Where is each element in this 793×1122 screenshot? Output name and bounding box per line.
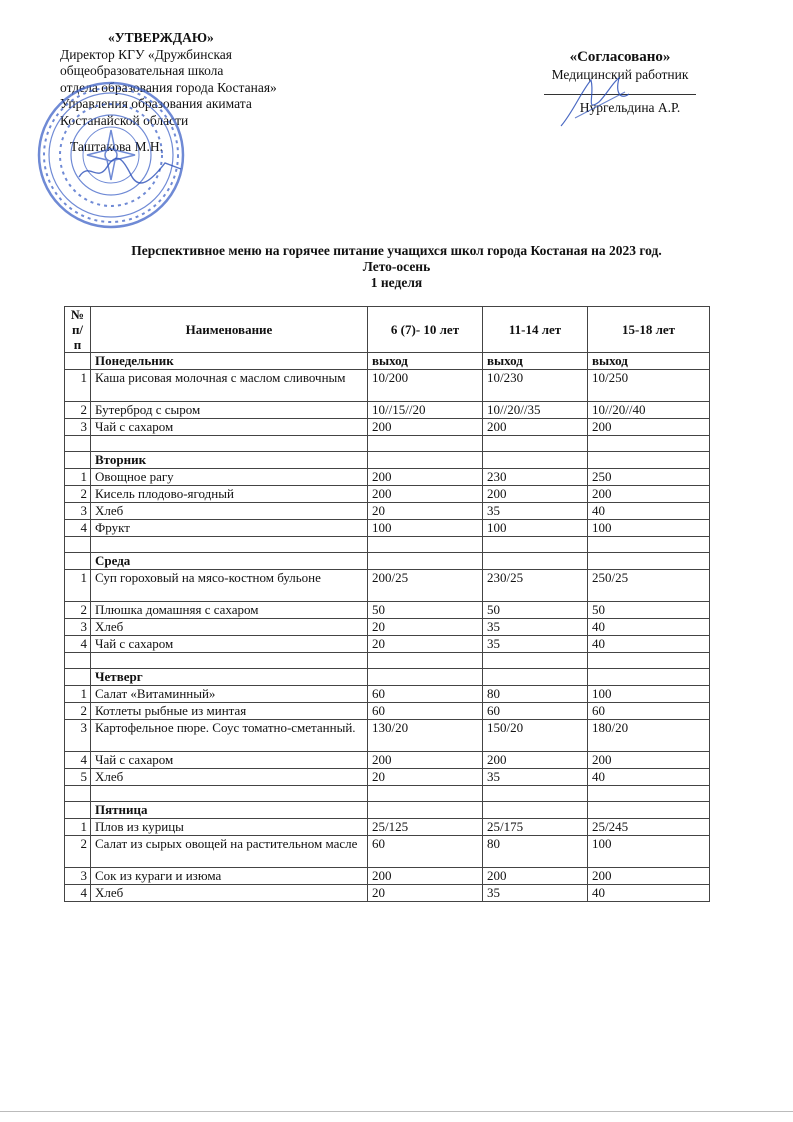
menu-table: [64, 306, 710, 902]
item-number: 3: [65, 419, 91, 436]
spacer-cell: [91, 436, 368, 452]
portion-15-18: 200: [588, 752, 710, 769]
item-name: Чай с сахаром: [91, 752, 368, 769]
agreement-role: Медицинский работник: [551, 67, 689, 82]
table-row: [65, 503, 710, 520]
approval-line-4: Управления образования акимата: [60, 96, 252, 111]
approval-signatory: Таштакова М.Н.: [70, 139, 164, 154]
item-name: Хлеб: [91, 769, 368, 786]
portion-6-10: 20: [368, 885, 483, 902]
item-number: 1: [65, 570, 91, 602]
day-row: [65, 553, 710, 570]
portion-11-14: 10//20//35: [483, 402, 588, 419]
portion-6-10: 20: [368, 503, 483, 520]
output-label-cell: выход: [588, 353, 710, 370]
item-name: Котлеты рыбные из минтая: [91, 703, 368, 720]
portion-15-18: 100: [588, 836, 710, 868]
medical-signature-icon: [555, 72, 635, 132]
table-row: [65, 469, 710, 486]
portion-11-14: 230: [483, 469, 588, 486]
spacer-cell: [483, 436, 588, 452]
table-row: [65, 769, 710, 786]
output-label-cell: выход: [483, 353, 588, 370]
portion-15-18: 180/20: [588, 720, 710, 752]
item-name: Чай с сахаром: [91, 636, 368, 653]
portion-6-10: 200: [368, 752, 483, 769]
item-name: Салат из сырых овощей на растительном масле: [91, 836, 368, 868]
output-label-cell: [368, 669, 483, 686]
spacer-cell: [91, 537, 368, 553]
day-row: [65, 452, 710, 469]
item-name: Хлеб: [91, 885, 368, 902]
item-name: Сок из кураги и изюма: [91, 868, 368, 885]
item-name: Салат «Витаминный»: [91, 686, 368, 703]
spacer-cell: [368, 537, 483, 553]
item-number: 2: [65, 402, 91, 419]
portion-11-14: 35: [483, 636, 588, 653]
portion-15-18: 250: [588, 469, 710, 486]
item-number: 4: [65, 520, 91, 537]
output-label-cell: [483, 802, 588, 819]
director-signature-icon: [75, 155, 185, 185]
item-number: 1: [65, 370, 91, 402]
portion-11-14: 35: [483, 503, 588, 520]
portion-15-18: 40: [588, 769, 710, 786]
portion-6-10: 20: [368, 619, 483, 636]
portion-6-10: 10/200: [368, 370, 483, 402]
table-row: [65, 619, 710, 636]
portion-11-14: 50: [483, 602, 588, 619]
portion-6-10: 200/25: [368, 570, 483, 602]
item-number: 3: [65, 868, 91, 885]
spacer-cell: [65, 653, 91, 669]
item-number: 3: [65, 619, 91, 636]
portion-11-14: 80: [483, 836, 588, 868]
portion-11-14: 80: [483, 686, 588, 703]
header-age-11-14: 11-14 лет: [483, 307, 588, 353]
portion-11-14: 200: [483, 419, 588, 436]
item-name: Хлеб: [91, 503, 368, 520]
day-number-cell: [65, 553, 91, 570]
header-name: Наименование: [91, 307, 368, 353]
portion-15-18: 100: [588, 686, 710, 703]
item-number: 1: [65, 819, 91, 836]
spacer-cell: [588, 786, 710, 802]
item-number: 2: [65, 836, 91, 868]
spacer-cell: [65, 786, 91, 802]
item-name: Каша рисовая молочная с маслом сливочным: [91, 370, 368, 402]
item-number: 1: [65, 469, 91, 486]
approval-heading: «УТВЕРЖДАЮ»: [108, 30, 214, 45]
item-number: 4: [65, 636, 91, 653]
approval-line-5: Костанайской области: [60, 112, 189, 128]
spacer-cell: [588, 653, 710, 669]
day-number-cell: [65, 669, 91, 686]
table-row: [65, 836, 710, 868]
day-name: Четверг: [91, 669, 368, 686]
output-label-cell: [483, 452, 588, 469]
portion-6-10: 130/20: [368, 720, 483, 752]
approval-line-1: Директор КГУ «Дружбинская: [60, 46, 233, 62]
item-number: 4: [65, 885, 91, 902]
portion-11-14: 100: [483, 520, 588, 537]
day-name: Пятница: [91, 802, 368, 819]
item-number: 3: [65, 720, 91, 752]
day-row: [65, 802, 710, 819]
output-label-cell: [588, 452, 710, 469]
item-number: 5: [65, 769, 91, 786]
approval-line-3: отдела образования города Костаная»: [60, 79, 277, 95]
item-number: 2: [65, 486, 91, 503]
output-label-cell: [483, 553, 588, 570]
portion-6-10: 60: [368, 703, 483, 720]
table-row: [65, 686, 710, 703]
portion-11-14: 35: [483, 619, 588, 636]
day-name: Понедельник: [91, 353, 368, 370]
portion-15-18: 40: [588, 885, 710, 902]
spacer-cell: [368, 436, 483, 452]
table-row: [65, 602, 710, 619]
output-label-cell: выход: [368, 353, 483, 370]
portion-15-18: 25/245: [588, 819, 710, 836]
portion-6-10: 10//15//20: [368, 402, 483, 419]
table-row: [65, 370, 710, 402]
table-row: [65, 868, 710, 885]
item-number: 4: [65, 752, 91, 769]
portion-11-14: 25/175: [483, 819, 588, 836]
table-row: [65, 419, 710, 436]
portion-6-10: 20: [368, 769, 483, 786]
portion-15-18: 200: [588, 486, 710, 503]
approval-line-2: общеобразовательная школа: [60, 63, 224, 78]
portion-15-18: 10//20//40: [588, 402, 710, 419]
portion-15-18: 10/250: [588, 370, 710, 402]
table-row: [65, 819, 710, 836]
menu-table-body: [65, 353, 710, 902]
item-name: Кисель плодово-ягодный: [91, 486, 368, 503]
output-label-cell: [588, 802, 710, 819]
portion-6-10: 60: [368, 686, 483, 703]
portion-15-18: 200: [588, 868, 710, 885]
spacer-cell: [91, 653, 368, 669]
table-row: [65, 520, 710, 537]
document-title: [0, 243, 793, 291]
spacer-cell: [368, 653, 483, 669]
spacer-cell: [65, 436, 91, 452]
table-row: [65, 752, 710, 769]
item-number: 2: [65, 703, 91, 720]
item-name: Бутерброд с сыром: [91, 402, 368, 419]
day-number-cell: [65, 802, 91, 819]
portion-15-18: 60: [588, 703, 710, 720]
item-name: Суп гороховый на мясо-костном бульоне: [91, 570, 368, 602]
portion-15-18: 100: [588, 520, 710, 537]
spacer-row: [65, 436, 710, 452]
header-age-15-18: 15-18 лет: [588, 307, 710, 353]
header-number: № п/п: [65, 307, 91, 353]
portion-15-18: 40: [588, 636, 710, 653]
portion-6-10: 20: [368, 636, 483, 653]
portion-6-10: 60: [368, 836, 483, 868]
portion-15-18: 250/25: [588, 570, 710, 602]
agreement-heading: «Согласовано»: [569, 49, 671, 65]
item-name: Фрукт: [91, 520, 368, 537]
output-label-cell: [588, 553, 710, 570]
output-label-cell: [483, 669, 588, 686]
day-number-cell: [65, 452, 91, 469]
table-row: [65, 486, 710, 503]
item-name: Овощное рагу: [91, 469, 368, 486]
portion-11-14: 35: [483, 885, 588, 902]
table-row: [65, 636, 710, 653]
title-line-2: Лето-осень: [362, 259, 431, 274]
portion-15-18: 200: [588, 419, 710, 436]
portion-6-10: 50: [368, 602, 483, 619]
portion-11-14: 150/20: [483, 720, 588, 752]
spacer-row: [65, 653, 710, 669]
portion-11-14: 10/230: [483, 370, 588, 402]
spacer-cell: [91, 786, 368, 802]
item-number: 1: [65, 686, 91, 703]
title-line-1: Перспективное меню на горячее питание учащихся школ города Костаная на 2023 год.: [131, 243, 662, 258]
title-line-3: 1 неделя: [370, 275, 423, 290]
day-name: Среда: [91, 553, 368, 570]
portion-15-18: 50: [588, 602, 710, 619]
spacer-cell: [483, 786, 588, 802]
spacer-cell: [483, 653, 588, 669]
portion-11-14: 200: [483, 752, 588, 769]
spacer-cell: [588, 436, 710, 452]
output-label-cell: [368, 553, 483, 570]
spacer-cell: [368, 786, 483, 802]
spacer-cell: [483, 537, 588, 553]
portion-11-14: 230/25: [483, 570, 588, 602]
output-label-cell: [588, 669, 710, 686]
table-row: [65, 570, 710, 602]
spacer-cell: [65, 537, 91, 553]
portion-11-14: 35: [483, 769, 588, 786]
portion-6-10: 200: [368, 486, 483, 503]
item-name: Картофельное пюре. Соус томатно-сметанный.: [91, 720, 368, 752]
portion-15-18: 40: [588, 503, 710, 520]
item-name: Плюшка домашняя с сахаром: [91, 602, 368, 619]
table-row: [65, 402, 710, 419]
portion-15-18: 40: [588, 619, 710, 636]
spacer-row: [65, 786, 710, 802]
portion-6-10: 200: [368, 419, 483, 436]
item-name: Хлеб: [91, 619, 368, 636]
table-row: [65, 703, 710, 720]
item-number: 3: [65, 503, 91, 520]
portion-11-14: 200: [483, 486, 588, 503]
item-name: Чай с сахаром: [91, 419, 368, 436]
day-row: [65, 669, 710, 686]
table-row: [65, 720, 710, 752]
spacer-cell: [588, 537, 710, 553]
portion-11-14: 200: [483, 868, 588, 885]
day-number-cell: [65, 353, 91, 370]
portion-6-10: 25/125: [368, 819, 483, 836]
portion-11-14: 60: [483, 703, 588, 720]
day-row: [65, 353, 710, 370]
header-age-6-10: 6 (7)- 10 лет: [368, 307, 483, 353]
item-number: 2: [65, 602, 91, 619]
output-label-cell: [368, 802, 483, 819]
item-name: Плов из курицы: [91, 819, 368, 836]
output-label-cell: [368, 452, 483, 469]
page-bottom-edge: [0, 1111, 793, 1112]
day-name: Вторник: [91, 452, 368, 469]
spacer-row: [65, 537, 710, 553]
agreement-signatory: Нургельдина А.Р.: [579, 100, 681, 115]
table-header-row: [65, 307, 710, 353]
portion-6-10: 100: [368, 520, 483, 537]
table-row: [65, 885, 710, 902]
portion-6-10: 200: [368, 469, 483, 486]
portion-6-10: 200: [368, 868, 483, 885]
